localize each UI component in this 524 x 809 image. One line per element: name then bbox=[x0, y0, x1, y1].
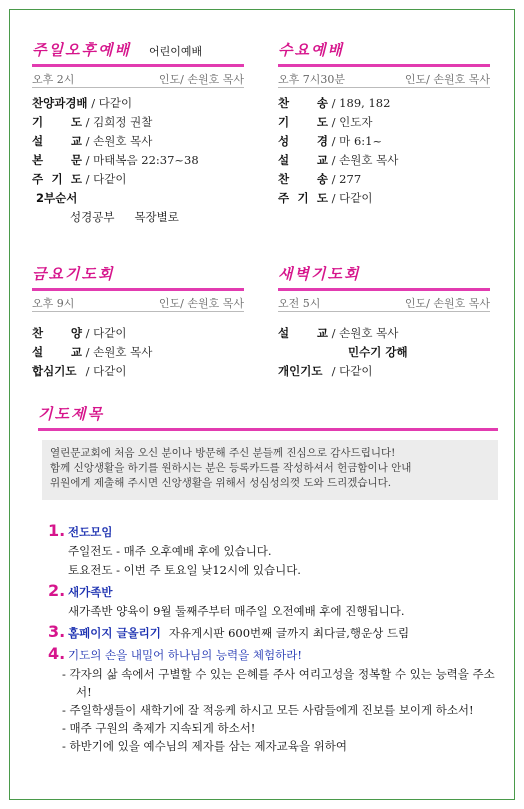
list-item: 4. 기도의 손을 내밀어 하나님의 능력을 체험하라! bbox=[48, 644, 302, 663]
section-title: 새벽기도회 bbox=[278, 265, 361, 283]
service-time: 오전 5시 bbox=[278, 297, 321, 310]
list-item: 2. 새가족반 bbox=[48, 581, 113, 600]
part2-items: 성경공부 목장별로 bbox=[70, 210, 179, 224]
section-title: 수요예배 bbox=[278, 41, 344, 59]
section-title: 주일오후예배 어린이예배 bbox=[32, 41, 203, 59]
order-row: 찬양과경배 / 다같이 bbox=[32, 96, 133, 110]
friday-prayer-section bbox=[32, 264, 244, 381]
order-row: 기 도 / 인도자 bbox=[278, 115, 373, 129]
list-item: 3. 홈페이지 글올리기 자유게시판 600번째 글까지 최다글,행운상 드림 bbox=[48, 622, 410, 641]
order-row: 설 교 / 손원호 목사 bbox=[278, 326, 399, 340]
order-row: 주 기 도 / 다같이 bbox=[278, 191, 373, 205]
prayer-topics-section bbox=[38, 404, 498, 431]
prayer-bullet: - 하반기에 있을 예수님의 제자를 삼는 제자교육을 위하여 bbox=[62, 739, 347, 753]
service-meta bbox=[32, 72, 244, 88]
service-time: 오후 9시 bbox=[32, 297, 75, 310]
order-row: 찬 양 / 다같이 bbox=[32, 326, 127, 340]
service-time: 오후 2시 bbox=[32, 73, 75, 86]
dawn-prayer-section bbox=[278, 264, 490, 381]
service-meta bbox=[278, 72, 490, 88]
service-time: 오후 7시30분 bbox=[278, 73, 345, 86]
order-row: 기 도 / 김희정 권찰 bbox=[32, 115, 153, 129]
section-subtitle: 어린이예배 bbox=[148, 45, 203, 58]
service-meta bbox=[278, 296, 490, 312]
order-row: 개인기도 / 다같이 bbox=[278, 364, 373, 378]
part2-label: 2부순서 bbox=[36, 191, 78, 205]
announcement-list bbox=[48, 520, 508, 755]
title-rule bbox=[32, 288, 244, 291]
section-title: 기도제목 bbox=[38, 405, 104, 423]
title-rule bbox=[38, 428, 498, 431]
section-title: 금요기도회 bbox=[32, 265, 115, 283]
service-leader: 인도/ 손원호 목사 bbox=[158, 73, 244, 86]
prayer-bullet: - 매주 구원의 축제가 지속되게 하소서! bbox=[62, 721, 256, 735]
service-leader: 인도/ 손원호 목사 bbox=[404, 297, 490, 310]
prayer-bullet: - 주일학생들이 새학기에 잘 적응케 하시고 모든 사람들에게 진보를 보이게 하소서! bbox=[62, 703, 474, 717]
title-rule bbox=[278, 288, 490, 291]
order-row: 주 기 도 / 다같이 bbox=[32, 172, 127, 186]
sunday-service-section bbox=[32, 40, 244, 227]
item-line: 주일전도 - 매주 오후예배 후에 있습니다. bbox=[68, 544, 272, 558]
item-line: 토요전도 - 이번 주 토요일 낮12시에 있습니다. bbox=[68, 563, 301, 577]
order-row: 합심기도 / 다같이 bbox=[32, 364, 127, 378]
list-item: 1. 전도모임 bbox=[48, 521, 113, 540]
order-row: 설 교 / 손원호 목사 bbox=[278, 153, 399, 167]
order-row: 설 교 / 손원호 목사 bbox=[32, 134, 153, 148]
service-leader: 인도/ 손원호 목사 bbox=[158, 297, 244, 310]
prayer-bullet: - 각자의 삶 속에서 구별할 수 있는 은혜를 주사 여리고성을 정복할 수 있는 능력을 주소서! bbox=[62, 667, 495, 699]
title-rule bbox=[278, 64, 490, 67]
title-rule bbox=[32, 64, 244, 67]
order-row: 본 문 / 마태복음 22:37~38 bbox=[32, 153, 199, 167]
wednesday-service-section bbox=[278, 40, 490, 208]
welcome-notice: 열린문교회에 처음 오신 분이나 방문해 주신 분들께 진심으로 감사드립니다! 함께 신앙생활을 하기를 원하시는 분은 등록카드를 작성하셔서 헌금함이나 안내 위원에게 제출해 주시면 신앙생활을 위해서 성심성의껏 도와 드리겠습니다. bbox=[42, 440, 498, 500]
sermon-series: 민수기 강해 bbox=[348, 345, 408, 359]
bulletin-page bbox=[9, 9, 515, 800]
service-meta bbox=[32, 296, 244, 312]
order-row: 찬 송 / 189, 182 bbox=[278, 96, 391, 110]
order-row: 성 경 / 마 6:1~ bbox=[278, 134, 383, 148]
item-line: 새가족반 양육이 9월 둘째주부터 매주일 오전예배 후에 진행됩니다. bbox=[68, 604, 405, 618]
order-row: 찬 송 / 277 bbox=[278, 172, 362, 186]
service-leader: 인도/ 손원호 목사 bbox=[404, 73, 490, 86]
order-row: 설 교 / 손원호 목사 bbox=[32, 345, 153, 359]
